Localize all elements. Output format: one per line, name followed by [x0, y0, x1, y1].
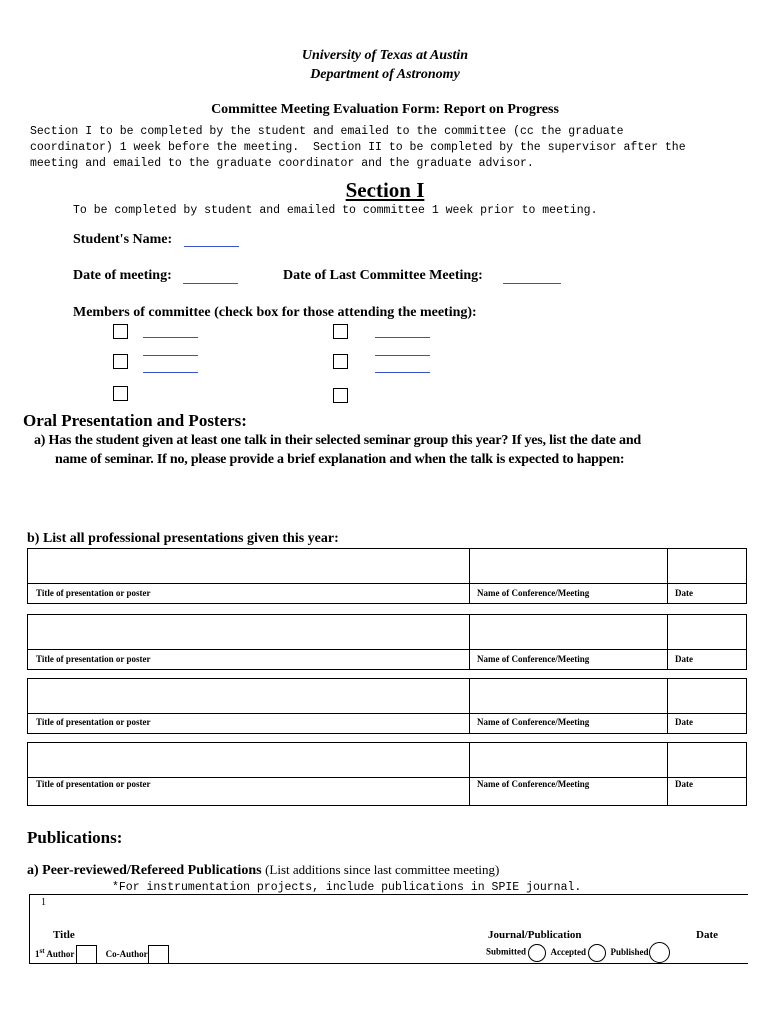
member-1-checkbox[interactable]: [113, 324, 128, 339]
col-date-label: Date: [675, 654, 693, 664]
oral-heading: Oral Presentation and Posters:: [23, 411, 247, 430]
presentation-2-title-input[interactable]: [28, 615, 469, 648]
pub-date-label: Date: [696, 929, 718, 941]
publications-heading: Publications:: [27, 828, 123, 847]
question-a-line-1: a) Has the student given at least one talk in their selected seminar group this year? If yes, list the date and: [34, 433, 642, 448]
presentation-4-date-input[interactable]: [668, 743, 746, 776]
accepted-radio[interactable]: [588, 944, 606, 962]
col-date-label: Date: [675, 588, 693, 598]
member-6-checkbox[interactable]: [333, 388, 348, 403]
department-name: Department of Astronomy: [310, 67, 460, 82]
presentation-1-conf-input[interactable]: [470, 549, 667, 582]
co-author-checkbox[interactable]: [148, 945, 169, 964]
presentation-3-conf-input[interactable]: [470, 679, 667, 712]
student-name-label: Student's Name:: [73, 232, 173, 247]
co-author-label: Co-Author: [105, 948, 148, 959]
member-3-field-a[interactable]: [143, 355, 198, 356]
section-1-title: Section I: [345, 178, 425, 202]
published-label: Published: [610, 946, 649, 957]
col-date-label: Date: [675, 717, 693, 727]
peer-reviewed-line: [27, 862, 499, 879]
col-conf-label: Name of Conference/Meeting: [477, 588, 590, 598]
date-last-meeting-label: Date of Last Committee Meeting:: [283, 268, 483, 283]
first-author-checkbox[interactable]: [76, 945, 97, 964]
first-author-label: 1st Author: [35, 946, 75, 959]
date-of-meeting-field[interactable]: [183, 283, 238, 284]
member-2-field[interactable]: [375, 337, 430, 338]
question-a-line-2: name of seminar. If no, please provide a brief explanation and when the talk is expected to happen:: [55, 452, 625, 467]
presentation-3-date-input[interactable]: [668, 679, 746, 712]
members-label: Members of committee (check box for those attending the meeting):: [73, 305, 477, 320]
instructions-line-1: Section I to be completed by the student and emailed to the committee (cc the graduate: [30, 125, 624, 138]
student-name-field[interactable]: [184, 246, 239, 247]
status-group: [486, 942, 670, 963]
university-name: University of Texas at Austin: [301, 48, 469, 63]
col-title-label: Title of presentation or poster: [36, 717, 151, 727]
spie-note: *For instrumentation projects, include publications in SPIE journal.: [112, 881, 582, 894]
presentation-1-title-input[interactable]: [28, 549, 469, 582]
date-of-meeting-label: Date of meeting:: [73, 268, 172, 283]
pub-title-label: Title: [53, 929, 75, 941]
date-last-meeting-field[interactable]: [503, 283, 561, 284]
presentation-3-title-input[interactable]: [28, 679, 469, 712]
presentation-4-conf-input[interactable]: [470, 743, 667, 776]
member-4-field-b[interactable]: [375, 372, 430, 373]
published-radio[interactable]: [649, 942, 670, 963]
col-conf-label: Name of Conference/Meeting: [477, 779, 590, 789]
member-1-field[interactable]: [143, 337, 198, 338]
member-3-field-b[interactable]: [143, 372, 198, 373]
submitted-label: Submitted: [486, 946, 527, 957]
presentation-1-date-input[interactable]: [668, 549, 746, 582]
col-conf-label: Name of Conference/Meeting: [477, 717, 590, 727]
instructions-line-2: coordinator) 1 week before the meeting. Section II to be completed by the supervisor after the: [30, 141, 686, 154]
col-conf-label: Name of Conference/Meeting: [477, 654, 590, 664]
instructions-line-3: meeting and emailed to the graduate coordinator and the graduate advisor.: [30, 157, 534, 170]
first-author-group: [35, 945, 169, 964]
member-4-field-a[interactable]: [375, 355, 430, 356]
question-b: b) List all professional presentations given this year:: [27, 531, 339, 546]
form-title: Committee Meeting Evaluation Form: Report on Progress: [211, 102, 559, 117]
col-title-label: Title of presentation or poster: [36, 779, 151, 789]
section-1-subtitle: To be completed by student and emailed to committee 1 week prior to meeting.: [73, 204, 598, 217]
col-title-label: Title of presentation or poster: [36, 588, 151, 598]
peer-reviewed-label: a) Peer-reviewed/Refereed Publications: [27, 863, 262, 878]
col-date-label: Date: [675, 779, 693, 789]
member-5-checkbox[interactable]: [113, 386, 128, 401]
col-title-label: Title of presentation or poster: [36, 654, 151, 664]
peer-reviewed-note: (List additions since last committee meeting): [265, 862, 500, 877]
pub-journal-label: Journal/Publication: [488, 929, 582, 941]
member-3-checkbox[interactable]: [113, 354, 128, 369]
member-4-checkbox[interactable]: [333, 354, 348, 369]
presentation-2-conf-input[interactable]: [470, 615, 667, 648]
publication-row-number: 1: [41, 897, 46, 908]
submitted-radio[interactable]: [528, 944, 546, 962]
accepted-label: Accepted: [550, 946, 587, 957]
presentation-2-date-input[interactable]: [668, 615, 746, 648]
member-2-checkbox[interactable]: [333, 324, 348, 339]
presentation-4-title-input[interactable]: [28, 743, 469, 776]
